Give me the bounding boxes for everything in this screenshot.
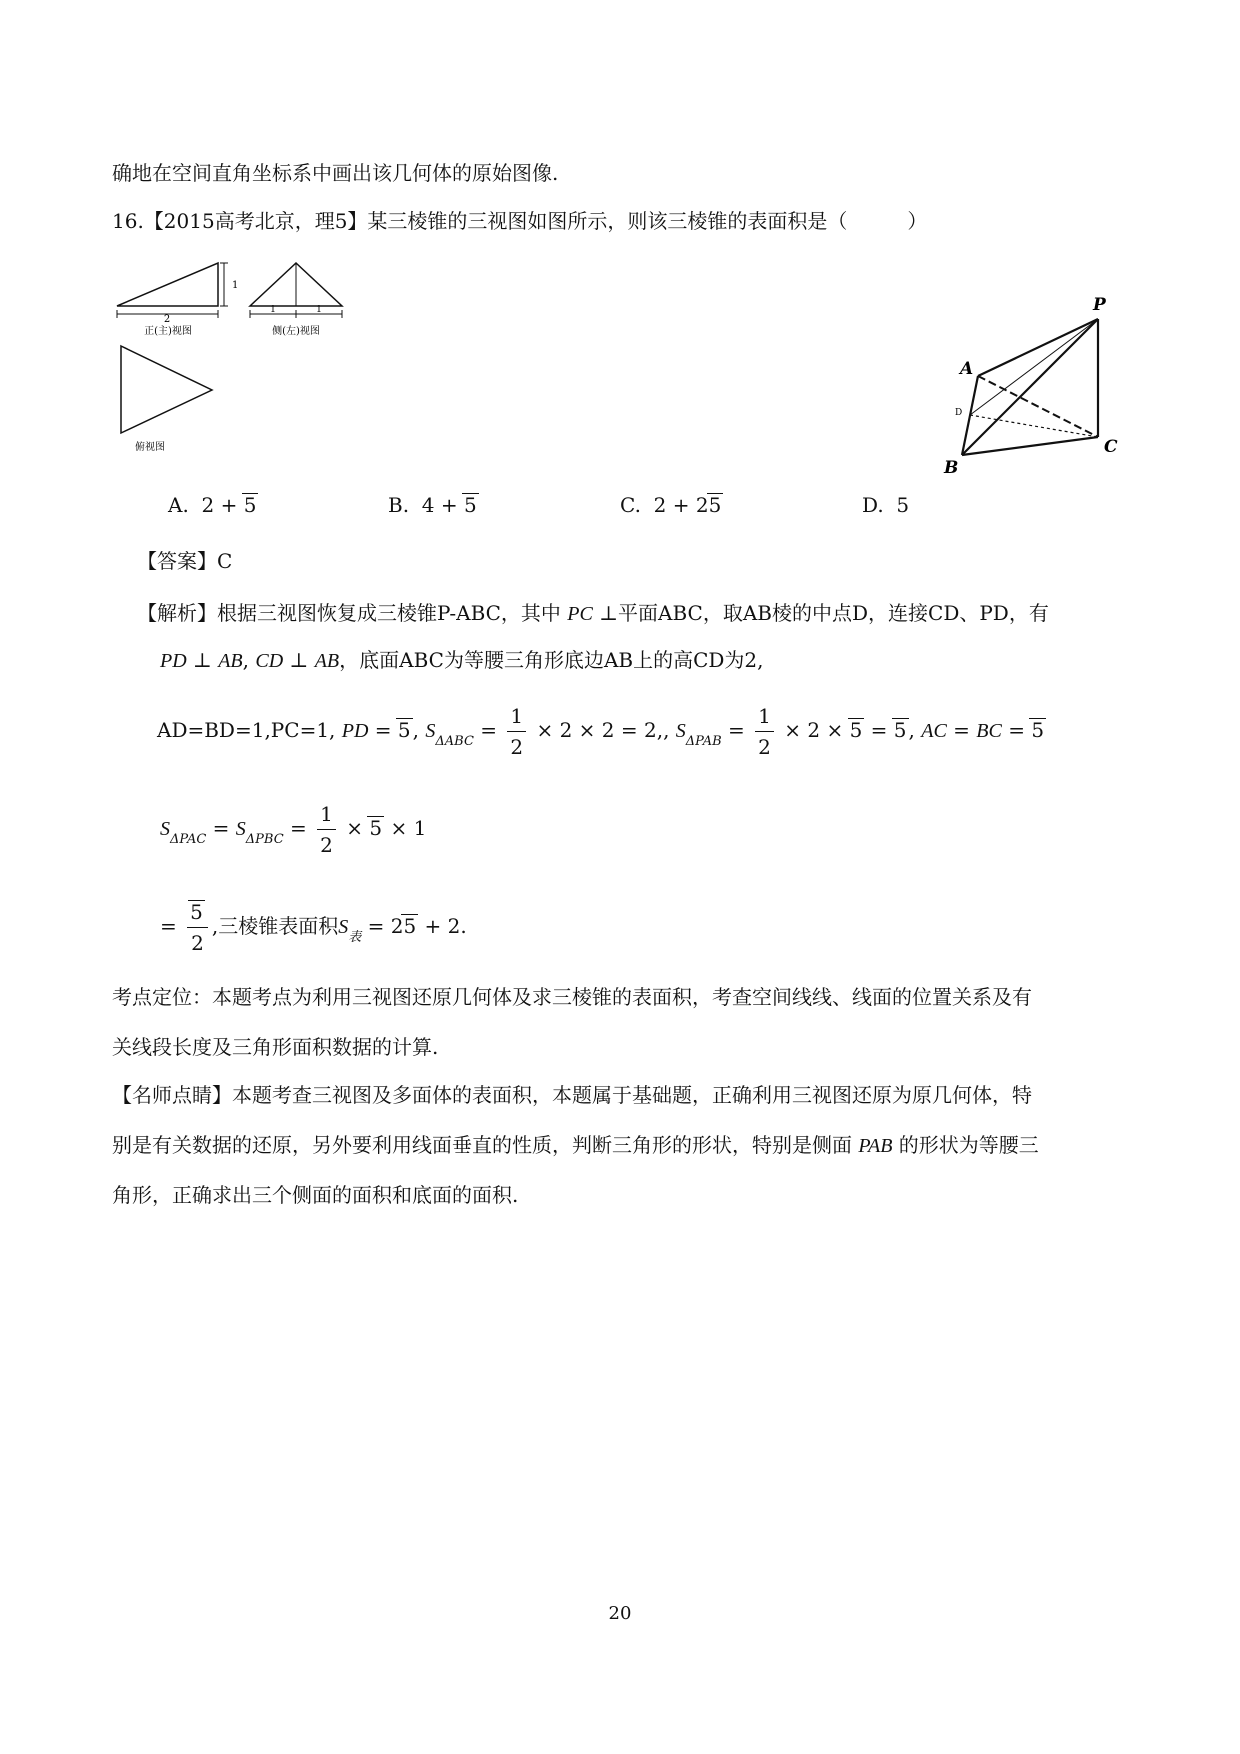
point-D: D <box>955 408 963 418</box>
analysis-line-2: PD ⊥ AB, CD ⊥ AB，底面ABC为等腰三角形底边AB上的高CD为2, <box>160 648 764 672</box>
vertex-B: B <box>944 458 959 478</box>
choice-d: D. 5 <box>862 493 910 517</box>
side-view-label: 侧(左)视图 <box>272 326 320 337</box>
page-number: 20 <box>608 1603 632 1624</box>
vertex-P: P <box>1093 295 1106 315</box>
analysis-line-4: $S_{\Delta PAC} = S_{\Delta PBC}$ = $\frac{1}{2}$ × 5 × 1 <box>160 798 426 862</box>
analysis-line-3: AD=BD=1,PC=1, PD = 5 , $S_{\Delta ABC}$ = $\frac{1}{2}$ × 2 × 2 = 2,, $S_{\Delta PAB}$ = $\frac{1}{2}$ × 2 × 5 = 5 , AC = BC = 5 <box>157 700 1046 764</box>
choice-a: A. 2 + 5 <box>168 493 257 517</box>
front-width-label: 2 <box>163 314 171 325</box>
front-height-label: 1 <box>232 280 239 291</box>
analysis-line-5: = $\frac{5}{2}$ ,三棱锥表面积$S_表 = 25 + 2$. <box>160 896 467 960</box>
side-left-label: 1 <box>270 305 276 315</box>
vertex-C: C <box>1104 437 1118 457</box>
question-16: 16.【2015高考北京，理5】某三棱锥的三视图如图所示，则该三棱锥的表面积是（ ） <box>112 209 928 233</box>
kaodian-line-1: 考点定位：本题考点为利用三视图还原几何体及求三棱锥的表面积，考查空间线线、线面的位置关系及有 <box>112 985 1032 1009</box>
vertex-A: A <box>960 359 974 379</box>
answer-line: 【答案】C <box>137 549 233 573</box>
side-right-label: 1 <box>316 305 322 315</box>
analysis-line-1: 【解析】根据三视图恢复成三棱锥P-ABC，其中 PC ⊥平面ABC，取AB棱的中点D，连接CD、PD，有 <box>137 601 1049 625</box>
mingshi-line-2: 别是有关数据的还原，另外要利用线面垂直的性质，判断三角形的形状，特别是侧面 PAB 的形状为等腰三 <box>112 1133 1039 1157</box>
kaodian-line-2: 关线段长度及三角形面积数据的计算. <box>112 1035 439 1059</box>
pyramid-figure <box>930 290 1130 480</box>
mingshi-line-3: 角形，正确求出三个侧面的面积和底面的面积. <box>112 1183 519 1207</box>
top-view-label: 俯视图 <box>135 442 165 453</box>
top-view-triangle <box>121 346 212 433</box>
choice-c: C. 2 + 25 <box>620 493 722 517</box>
choice-b: B. 4 + 5 <box>388 493 477 517</box>
front-view-triangle <box>117 263 218 306</box>
three-views-figure <box>112 250 362 465</box>
front-view-label: 正(主)视图 <box>144 326 192 337</box>
mingshi-line-1: 【名师点睛】本题考查三视图及多面体的表面积，本题属于基础题，正确利用三视图还原为原几何体，特 <box>112 1083 1032 1107</box>
top-line: 确地在空间直角坐标系中画出该几何体的原始图像. <box>112 161 559 185</box>
